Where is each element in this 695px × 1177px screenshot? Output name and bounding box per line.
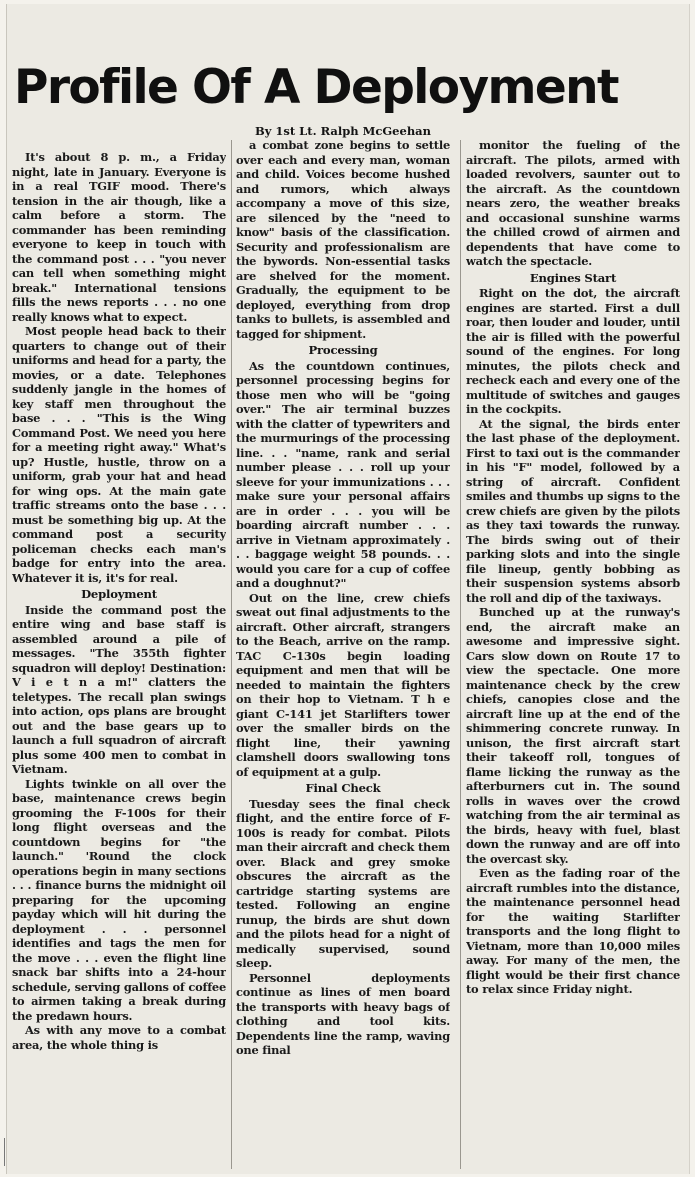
paragraph: As with any move to a combat area, the whole thing is (12, 1023, 226, 1052)
article-byline: By 1st Lt. Ralph McGeehan (254, 124, 431, 138)
margin-mark (4, 1138, 5, 1166)
paragraph: Inside the command post the entire wing and base staff is assembled around a pile of messages. "The 355th fighter squadron will deploy! Destination: V i e t n a m!" clatters the teletypes. The recall plan swings into action, ops plans are brought out and the base gears up to launch a full squadron of aircraft plus some 400 men to combat in Vietnam. (12, 602, 226, 776)
paragraph: At the signal, the birds enter the last phase of the deployment. First to taxi out is the commander in his "F" model, followed by a string of aircraft. Confident smiles and thumbs up signs to the crew chiefs are given by the pilots as they taxi towards the runway. The birds swing out of their parking slots and into the single file lineup, gently bobbing as their suspension systems absorb the roll and dip of the taxiways. (466, 416, 680, 605)
section-heading: Engines Start (529, 270, 617, 285)
paragraph: As the countdown continues, personnel processing begins for those men who will be "going over." The air terminal buzzes with the clatter of typewriters and the murmurings of the processing line. . . "name, rank and serial number please . . . roll up your sleeve for your immunizations . . . make sure your personal affairs are in order . . . you will be boarding aircraft number . . . arrive in Vietnam approximately . . . baggage weight 58 pounds. . . would you care for a cup of coffee and a doughnut?" (236, 358, 450, 590)
section-heading: Deployment (81, 587, 157, 601)
column-divider (460, 140, 461, 1169)
article-column-2 (236, 138, 450, 1174)
paragraph: Lights twinkle on all over the base, maintenance crews begin grooming the F-100s for their long flight overseas and the countdown begins for "the launch." 'Round the clock operations begin in many sections . . . finance burns the midnight oil preparing for the upcoming payday which will hit during the deployment . . . personnel identifies and tags the men for the move . . . even the flight line snack bar shifts into a 24-hour schedule, serving gallons of coffee to airmen taking a break during the predawn hours. (12, 776, 226, 1023)
paragraph: Bunched up at the runway's end, the aircraft make an awesome and impressive sight. Cars slow down on Route 17 to view the spectacle. One more maintenance check by the crew chiefs, canopies close and the aircraft line up at the end of the shimmering concrete runway. In unison, the first aircraft start their takeoff roll, tongues of flame licking the runway as the afterburners cut in. The sound rolls in waves over the crowd watching from the air terminal as the birds, heavy with fuel, blast down the runway and are off into the overcast sky. (466, 605, 680, 866)
paragraph: Most people head back to their quarters to change out of their uniforms and head for a party, the movies, or a date. Telephones suddenly jangle in the homes of key staff men throughout the base . . . "This is the Wing Command Post. We need you here for a meeting right away." What's up? Hustle, hustle, throw on a uniform, grab your hat and head for wing ops. At the main gate traffic streams onto the base . . . must be something big up. At the command post a security policeman checks each man's badge for entry into the area. Whatever it is, it's for real. (12, 324, 226, 585)
article-column-1 (12, 150, 226, 1174)
article-column-3 (466, 138, 680, 1174)
paragraph: Even as the fading roar of the aircraft rumbles into the distance, the maintenance personnel head for the waiting Starlifter transports and the long flight to Vietnam, more than 10,000 miles away. For many of the men, the flight would be their first chance to relax since Friday night. (466, 866, 680, 996)
paragraph: monitor the fueling of the aircraft. The pilots, armed with loaded revolvers, saunter out to the aircraft. As the countdown nears zero, the weather breaks and occasional sunshine warms the chilled crowd of airmen and dependents that have come to watch the spectacle. (466, 138, 680, 268)
section-heading: Final Check (305, 781, 381, 795)
section-heading: Processing (308, 343, 378, 357)
paragraph: Right on the dot, the aircraft engines are started. First a dull roar, then louder and louder, until the air is filled with the powerful sound of the engines. For long minutes, the pilots check and recheck each and every one of the multitude of switches and gauges in the cockpits. (466, 286, 680, 416)
paragraph: Out on the line, crew chiefs sweat out final adjustments to the aircraft. Other aircraft, strangers to the Beach, arrive on the ramp. TAC C-130s begin loading equipment and men that will be needed to maintain the fighters on their hop to Vietnam. T h e giant C-141 jet Starlifters tower over the smaller birds on the flight line, their yawning clamshell doors swallowing tons of equipment at a gulp. (236, 590, 450, 779)
paragraph: It's about 8 p. m., a Friday night, late in January. Everyone is in a real TGIF mood. There's tension in the air though, like a calm before a storm. The commander has been reminding everyone to keep in touch with the command post . . . "you never can tell when something might break." International tensions fills the news reports . . . no one really knows what to expect. (12, 150, 226, 324)
paragraph: Tuesday sees the final check flight, and the entire force of F-100s is ready for combat. Pilots man their aircraft and check them over. Black and grey smoke obscures the aircraft as the cartridge starting systems are tested. Following an engine runup, the birds are shut down and the pilots head for a night of medically supervised, sound sleep. (236, 796, 450, 970)
article-title: Profile Of A Deployment (14, 60, 618, 115)
paragraph: Personnel deployments continue as lines of men board the transports with heavy bags of clothing and tool kits. Dependents line the ramp, waving one final (236, 970, 450, 1057)
paragraph: a combat zone begins to settle over each and every man, woman and child. Voices become hushed and rumors, which always accompany a move of this size, are silenced by the "need to know" basis of the classification. Security and professionalism are the bywords. Non-essential tasks are shelved for the moment. Gradually, the equipment to be deployed, everything from drop tanks to bullets, is assembled and tagged for shipment. (236, 138, 450, 341)
column-divider (231, 140, 232, 1169)
